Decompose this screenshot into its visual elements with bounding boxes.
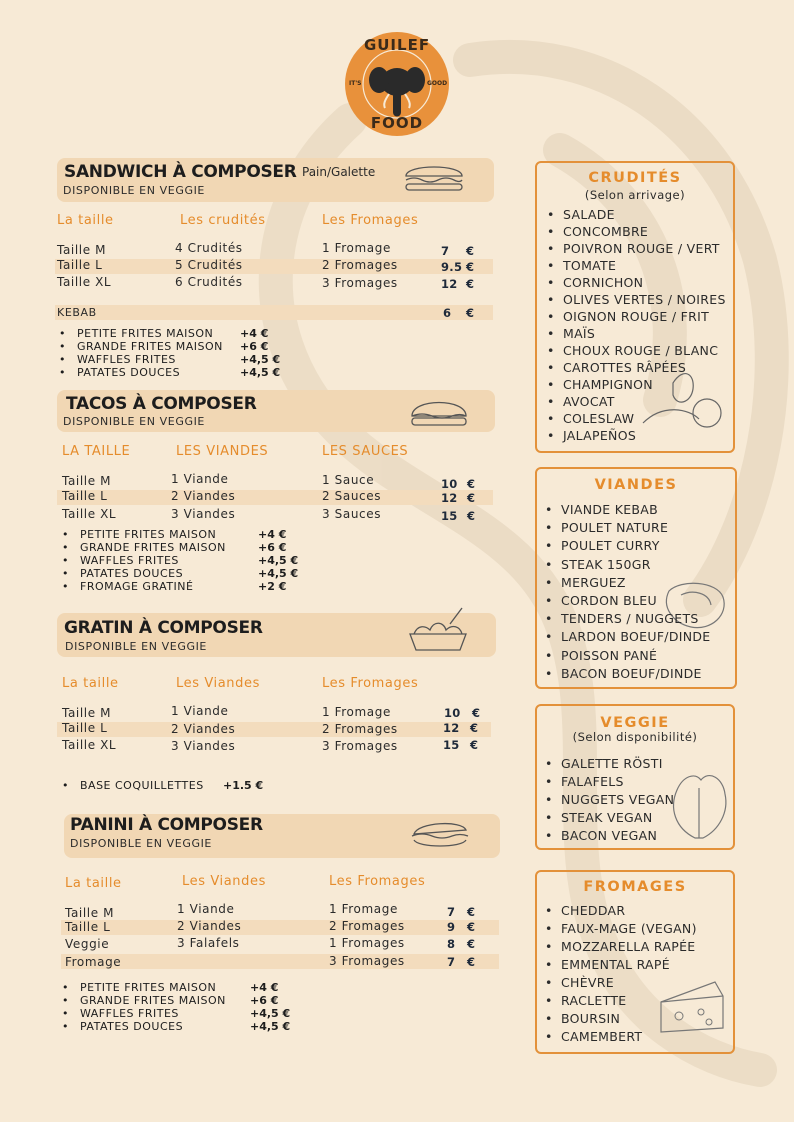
gratin-col-fromages: Les Fromages	[322, 676, 419, 691]
table-cell: 2 Fromages	[322, 258, 398, 272]
table-cell: Taille XL	[62, 507, 117, 521]
option-price: +4,5 €	[240, 366, 281, 379]
option-price: +1.5 €	[223, 779, 264, 792]
panini-subtitle: DISPONIBLE EN VEGGIE	[70, 837, 212, 850]
price: 10	[441, 477, 458, 491]
sandwich-col-crudites: Les crudités	[180, 213, 266, 228]
option-price: +6 €	[258, 541, 287, 554]
currency: €	[466, 277, 475, 291]
fromages-title: FROMAGES	[583, 879, 687, 895]
table-cell: 2 Sauces	[322, 489, 382, 503]
option-item: • PETITE FRITES MAISON	[80, 528, 216, 541]
table-cell: 3 Fromages	[329, 954, 405, 968]
option-price: +2 €	[258, 580, 287, 593]
option-price: +6 €	[240, 340, 269, 353]
option-item: • PETITE FRITES MAISON	[77, 327, 213, 340]
price: 7	[441, 244, 450, 258]
viandes-box	[535, 467, 737, 689]
list-item: • CHEDDAR	[545, 903, 697, 921]
price: 9.5	[441, 260, 463, 274]
price: 12	[441, 277, 458, 291]
table-cell: Taille XL	[62, 738, 117, 752]
sandwich-bread-note: Pain/Galette	[302, 165, 376, 179]
list-item: • CAMEMBERT	[545, 1029, 697, 1047]
gratin-subtitle: DISPONIBLE EN VEGGIE	[65, 640, 207, 653]
option-price: +4,5 €	[250, 1020, 291, 1033]
row-highlight	[57, 490, 493, 505]
tacos-icon	[408, 396, 470, 428]
currency: €	[467, 477, 476, 491]
lettuce-icon	[665, 768, 731, 842]
list-item: • CORNICHON	[547, 275, 726, 292]
list-item: • BOURSIN	[545, 1011, 697, 1029]
crudites-subtitle: (Selon arrivage)	[584, 188, 686, 202]
list-item: • JALAPEÑOS	[547, 428, 726, 445]
table-cell: 5 Crudités	[175, 258, 243, 272]
panini-icon	[408, 818, 472, 852]
option-price: +6 €	[250, 994, 279, 1007]
currency: €	[467, 955, 476, 969]
panini-title: PANINI À COMPOSER	[70, 815, 263, 835]
list-item: • CHÈVRE	[545, 975, 697, 993]
list-item: • SALADE	[547, 207, 726, 224]
table-cell: 2 Viandes	[171, 489, 236, 503]
option-price: +4,5 €	[258, 567, 299, 580]
option-price: +4,5 €	[240, 353, 281, 366]
list-item: • COLESLAW	[547, 411, 726, 428]
list-item: • POULET CURRY	[545, 538, 711, 556]
row-highlight	[61, 920, 499, 935]
table-cell: 2 Viandes	[171, 722, 236, 736]
gratin-col-viandes: Les Viandes	[176, 676, 260, 691]
option-item: • GRANDE FRITES MAISON	[77, 340, 223, 353]
logo-top-text: GUILEF	[363, 36, 431, 54]
list-item: • VIANDE KEBAB	[545, 502, 711, 520]
list-item: • TOMATE	[547, 258, 726, 275]
option-price: +4 €	[250, 981, 279, 994]
price: 15	[443, 738, 460, 752]
list-item: • EMMENTAL RAPÉ	[545, 957, 697, 975]
option-item: • GRANDE FRITES MAISON	[80, 994, 226, 1007]
list-item: • CONCOMBRE	[547, 224, 726, 241]
table-cell: Veggie	[65, 937, 110, 951]
currency: €	[470, 738, 479, 752]
viandes-title: VIANDES	[594, 477, 678, 493]
gratin-dish-icon	[406, 606, 470, 654]
list-item: • MERGUEZ	[545, 575, 711, 593]
list-item: • NUGGETS VEGAN	[545, 792, 674, 810]
list-item: • POIVRON ROUGE / VERT	[547, 241, 726, 258]
list-item: • POULET NATURE	[545, 520, 711, 538]
logo-left-text: IT'S	[349, 80, 362, 87]
table-cell: 2 Viandes	[177, 919, 242, 933]
list-item: • CHAMPIGNON	[547, 377, 726, 394]
table-cell: 2 Fromages	[322, 722, 398, 736]
sandwich-col-fromages: Les Fromages	[322, 213, 419, 228]
currency: €	[466, 244, 475, 258]
price: 6	[443, 306, 452, 320]
table-cell: 1 Fromage	[329, 902, 398, 916]
currency: €	[467, 509, 476, 523]
option-item: • GRANDE FRITES MAISON	[80, 541, 226, 554]
tacos-subtitle: DISPONIBLE EN VEGGIE	[63, 415, 205, 428]
option-item: • WAFFLES FRITES	[80, 554, 179, 567]
option-price: +4 €	[240, 327, 269, 340]
table-cell: 1 Sauce	[322, 473, 375, 487]
table-cell: 1 Viande	[171, 472, 229, 486]
option-item: • PATATES DOUCES	[80, 1020, 183, 1033]
price: 8	[447, 937, 456, 951]
option-item: • PETITE FRITES MAISON	[80, 981, 216, 994]
gratin-col-size: La taille	[62, 676, 119, 691]
list-item: • BACON VEGAN	[545, 828, 674, 846]
guilef-food-logo	[343, 30, 451, 138]
table-cell: 1 Fromages	[329, 936, 405, 950]
table-cell: 3 Viandes	[171, 739, 236, 753]
option-price: +4,5 €	[258, 554, 299, 567]
currency: €	[467, 905, 476, 919]
table-cell: 2 Fromages	[329, 919, 405, 933]
sandwich-subtitle: DISPONIBLE EN VEGGIE	[63, 184, 205, 197]
list-item: • OLIVES VERTES / NOIRES	[547, 292, 726, 309]
price: 12	[441, 491, 458, 505]
logo-right-text: GOOD	[427, 80, 448, 87]
price: 10	[444, 706, 461, 720]
option-price: +4 €	[258, 528, 287, 541]
table-cell: Taille M	[57, 243, 107, 257]
row-highlight	[57, 722, 491, 737]
option-item: • BASE COQUILLETTES	[80, 779, 204, 792]
panini-col-size: La taille	[65, 876, 122, 891]
table-cell: Fromage	[65, 955, 122, 969]
row-highlight	[61, 954, 499, 969]
crudites-title: CRUDITÉS	[588, 170, 682, 186]
fromages-box	[535, 870, 735, 1054]
table-cell: 3 Falafels	[177, 936, 240, 950]
option-price: +4,5 €	[250, 1007, 291, 1020]
table-cell: Taille L	[62, 721, 108, 735]
logo-bottom-text: FOOD	[370, 114, 424, 132]
table-cell: 3 Viandes	[171, 507, 236, 521]
option-item: • WAFFLES FRITES	[77, 353, 176, 366]
table-cell: 4 Crudités	[175, 241, 243, 255]
list-item: • LARDON BOEUF/DINDE	[545, 629, 711, 647]
veggie-subtitle: (Selon disponibilité)	[572, 730, 698, 744]
table-cell: 1 Fromage	[322, 241, 391, 255]
option-item: • FROMAGE GRATINÉ	[80, 580, 193, 593]
list-item: • FALAFELS	[545, 774, 674, 792]
price: 15	[441, 509, 458, 523]
price: 7	[447, 905, 456, 919]
price: 12	[443, 721, 460, 735]
tacos-col-sauces: LES SAUCES	[322, 444, 409, 459]
panini-col-viandes: Les Viandes	[182, 874, 266, 889]
table-cell: 3 Fromages	[322, 276, 398, 290]
table-cell: 3 Fromages	[322, 739, 398, 753]
table-cell: Taille L	[65, 920, 111, 934]
table-cell: 1 Fromage	[322, 705, 391, 719]
list-item: • GALETTE RÖSTI	[545, 756, 674, 774]
table-cell: 1 Viande	[171, 704, 229, 718]
price: 7	[447, 955, 456, 969]
veggie-box	[535, 704, 735, 850]
kebab-label: KEBAB	[57, 306, 97, 319]
table-cell: Taille M	[62, 706, 112, 720]
panini-col-fromages: Les Fromages	[329, 874, 426, 889]
sandwich-title: SANDWICH À COMPOSER	[64, 162, 297, 182]
option-item: • PATATES DOUCES	[77, 366, 180, 379]
list-item: • MOZZARELLA RAPÉE	[545, 939, 697, 957]
table-cell: 6 Crudités	[175, 275, 243, 289]
list-item: • RACLETTE	[545, 993, 697, 1011]
sandwich-icon	[402, 162, 466, 196]
list-item: • STEAK VEGAN	[545, 810, 674, 828]
crudites-box	[535, 161, 735, 453]
currency: €	[467, 937, 476, 951]
list-item: • CORDON BLEU	[545, 593, 711, 611]
list-item: • STEAK 150GR	[545, 557, 711, 575]
table-cell: Taille XL	[57, 275, 112, 289]
veggie-title: VEGGIE	[600, 715, 670, 731]
list-item: • POISSON PANÉ	[545, 648, 711, 666]
row-highlight	[55, 259, 493, 274]
currency: €	[466, 306, 475, 320]
table-cell: Taille L	[57, 258, 103, 272]
table-cell: Taille M	[65, 906, 115, 920]
tacos-title: TACOS À COMPOSER	[66, 394, 257, 414]
list-item: • AVOCAT	[547, 394, 726, 411]
price: 9	[447, 920, 456, 934]
tacos-col-size: LA TAILLE	[62, 444, 131, 459]
currency: €	[470, 721, 479, 735]
list-item: • MAÏS	[547, 326, 726, 343]
row-highlight	[55, 305, 493, 320]
table-cell: Taille L	[62, 489, 108, 503]
list-item: • CAROTTES RÂPÉES	[547, 360, 726, 377]
list-item: • TENDERS / NUGGETS	[545, 611, 711, 629]
currency: €	[467, 920, 476, 934]
option-item: • PATATES DOUCES	[80, 567, 183, 580]
list-item: • CHOUX ROUGE / BLANC	[547, 343, 726, 360]
table-cell: 1 Viande	[177, 902, 235, 916]
currency: €	[467, 491, 476, 505]
option-item: • WAFFLES FRITES	[80, 1007, 179, 1020]
table-cell: 3 Sauces	[322, 507, 382, 521]
currency: €	[466, 260, 475, 274]
gratin-title: GRATIN À COMPOSER	[64, 618, 263, 638]
sandwich-col-size: La taille	[57, 213, 114, 228]
tacos-col-viandes: LES VIANDES	[176, 444, 269, 459]
list-item: • FAUX-MAGE (VEGAN)	[545, 921, 697, 939]
currency: €	[472, 706, 481, 720]
list-item: • BACON BOEUF/DINDE	[545, 666, 711, 684]
list-item: • OIGNON ROUGE / FRIT	[547, 309, 726, 326]
table-cell: Taille M	[62, 474, 112, 488]
